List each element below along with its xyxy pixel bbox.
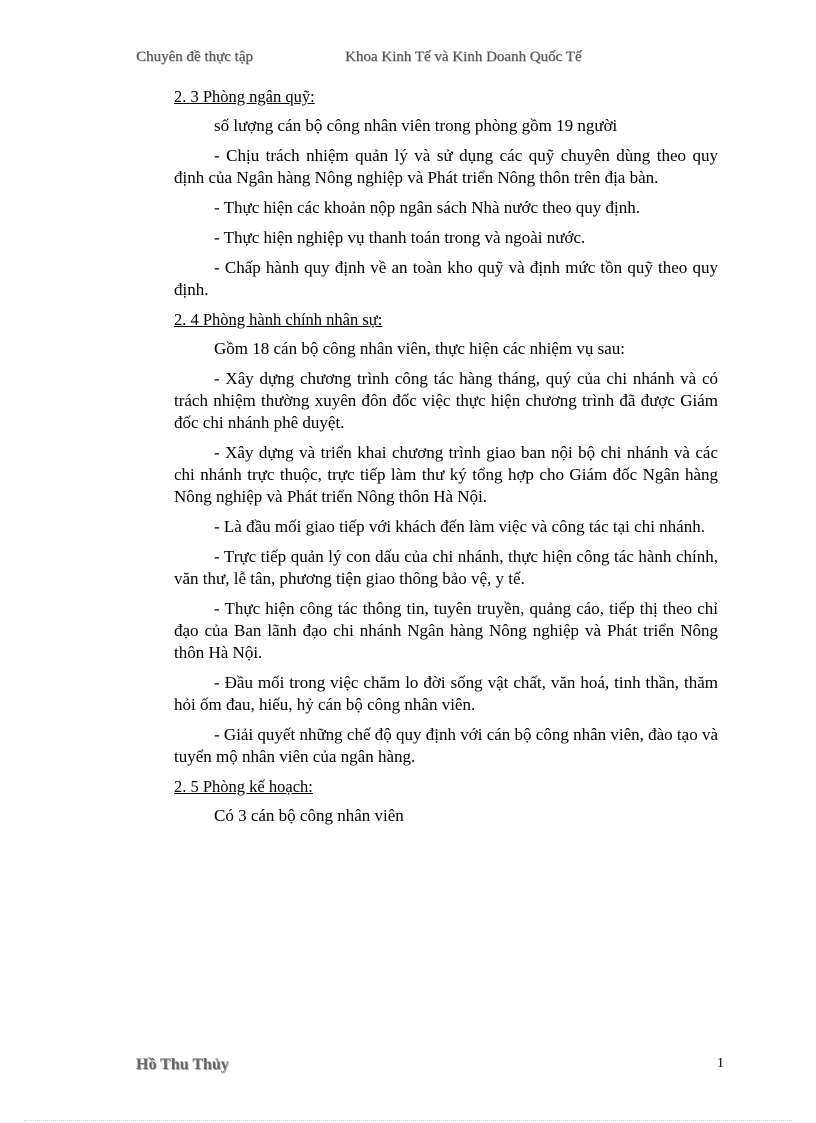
section-phong-ngan-quy — [174, 86, 718, 301]
page-bottom-divider — [24, 1120, 792, 1121]
section-phong-hanh-chinh — [174, 309, 718, 768]
paragraph: Gồm 18 cán bộ công nhân viên, thực hiện các nhiệm vụ sau: — [214, 339, 625, 358]
section-heading: 2. 5 Phòng kế hoạch: — [174, 777, 313, 796]
section-phong-ke-hoach — [174, 776, 718, 827]
paragraph: - Xây dựng chương trình công tác hàng tháng, quý của chi nhánh và có trách nhiệm thường xuyên đôn đốc việc thực hiện chương trình đã được Giám đốc chi nhánh phê duyệt. — [174, 369, 718, 432]
paragraph: - Chịu trách nhiệm quản lý và sử dụng các quỹ chuyên dùng theo quy định của Ngân hàng Nông nghiệp và Phát triển Nông thôn trên địa bàn. — [174, 146, 718, 187]
page-number: 1 — [717, 1056, 724, 1071]
paragraph: - Đầu mối trong việc chăm lo đời sống vật chất, văn hoá, tinh thần, thăm hỏi ốm đau, hiếu, hỷ cán bộ công nhân viên. — [174, 673, 718, 714]
paragraph: - Giải quyết những chế độ quy định với cán bộ công nhân viên, đào tạo và tuyển mộ nhân viên của ngân hàng. — [174, 725, 718, 766]
section-heading: 2. 4 Phòng hành chính nhân sự: — [174, 310, 383, 329]
paragraph: - Thực hiện nghiệp vụ thanh toán trong và ngoài nước. — [214, 228, 586, 247]
document-body — [174, 86, 718, 835]
header-right-title: Khoa Kinh Tế và Kinh Doanh Quốc Tế — [345, 49, 582, 65]
header-left-title: Chuyên đề thực tập — [136, 49, 253, 65]
footer-author: Hồ Thu Thủy — [136, 1056, 229, 1073]
paragraph: - Thực hiện các khoản nộp ngân sách Nhà nước theo quy định. — [214, 198, 641, 217]
paragraph: Có 3 cán bộ công nhân viên — [214, 806, 404, 825]
paragraph: số lượng cán bộ công nhân viên trong phòng gồm 19 người — [214, 116, 618, 135]
paragraph: - Chấp hành quy định về an toàn kho quỹ và định mức tồn quỹ theo quy định. — [174, 258, 718, 299]
paragraph: - Xây dựng và triển khai chương trình giao ban nội bộ chi nhánh và các chi nhánh trực thuộc, trực tiếp làm thư ký tổng hợp cho Giám đốc Ngân hàng Nông nghiệp và Phát triển Nông thôn Hà Nội. — [174, 443, 718, 506]
paragraph: - Thực hiện công tác thông tin, tuyên truyền, quảng cáo, tiếp thị theo chỉ đạo của Ban lãnh đạo chi nhánh Ngân hàng Nông nghiệp và Phát triển Nông thôn Hà Nội. — [174, 599, 718, 662]
paragraph: - Trực tiếp quản lý con dấu của chi nhánh, thực hiện công tác hành chính, văn thư, lễ tân, phương tiện giao thông bảo vệ, y tế. — [174, 547, 718, 588]
section-heading: 2. 3 Phòng ngân quỹ: — [174, 87, 315, 106]
paragraph: - Là đầu mối giao tiếp với khách đến làm việc và công tác tại chi nhánh. — [214, 517, 705, 536]
